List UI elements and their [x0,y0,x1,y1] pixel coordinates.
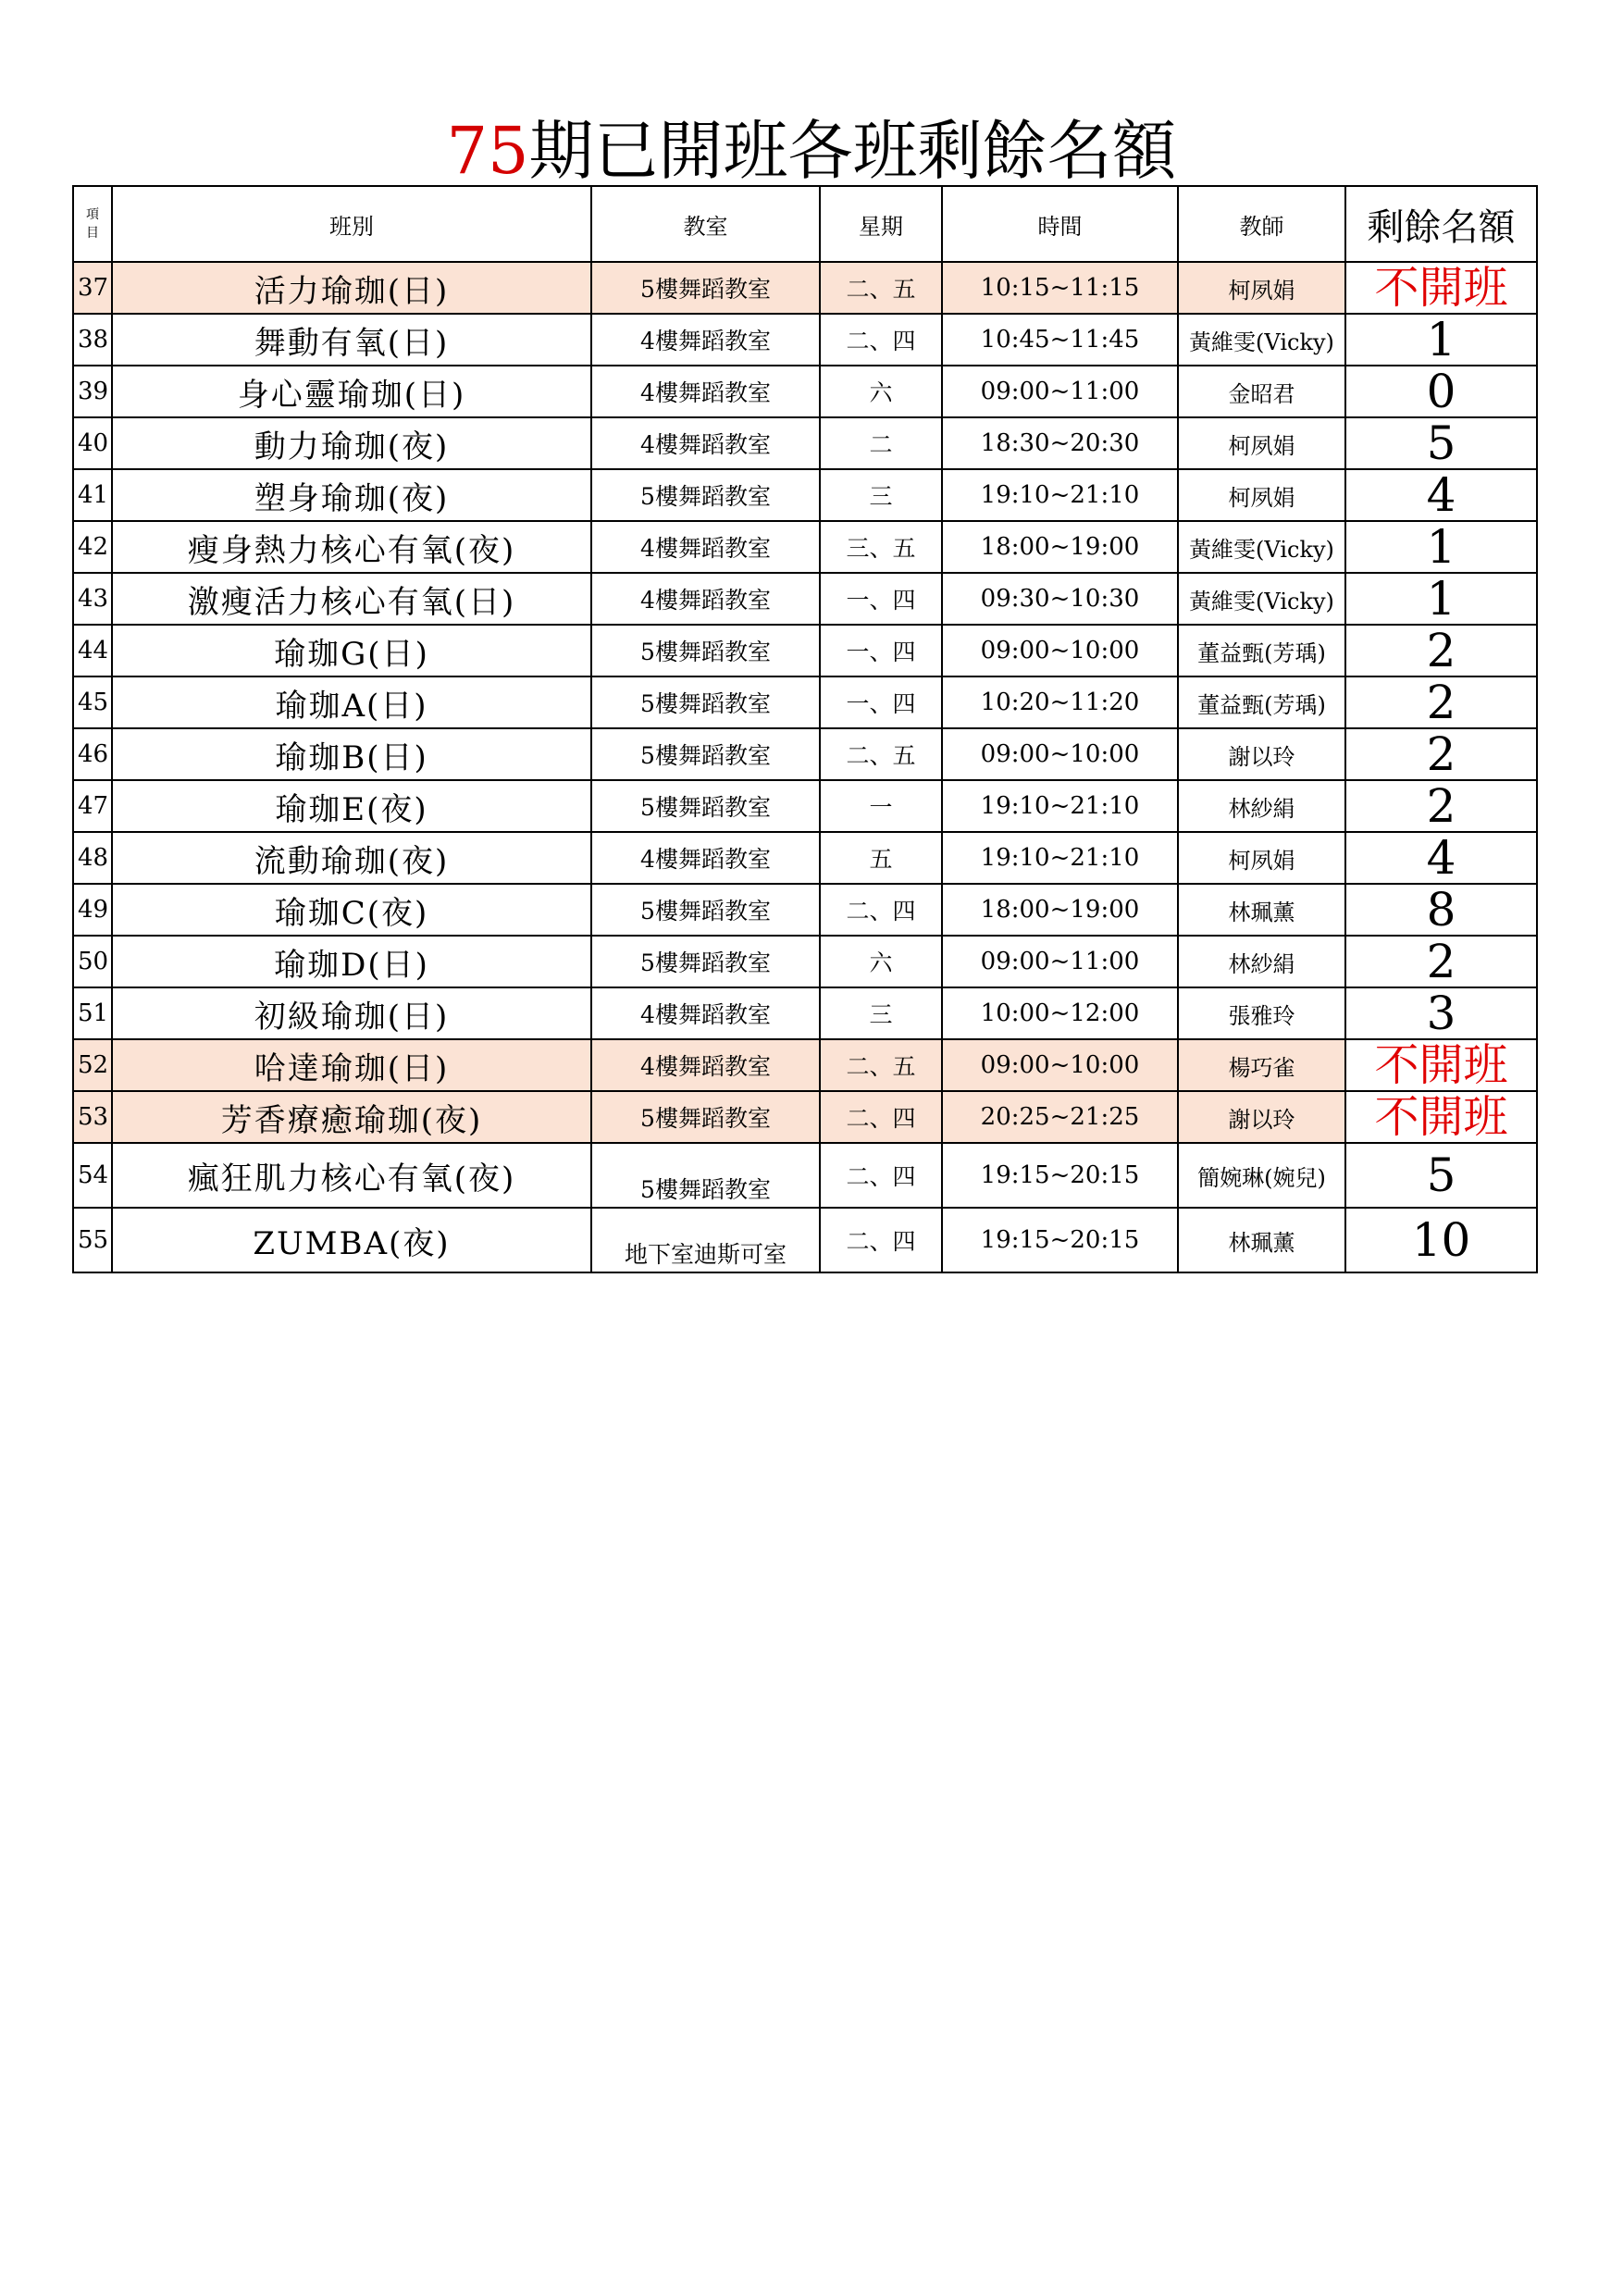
header-remaining: 剩餘名額 [1345,186,1537,262]
row-remaining: 3 [1345,987,1537,1039]
row-remaining: 0 [1345,366,1537,417]
row-day: 二、五 [820,262,942,314]
row-room: 5樓舞蹈教室 [591,262,820,314]
row-teacher: 黃維雯(Vicky) [1178,314,1345,366]
row-room: 4樓舞蹈教室 [591,521,820,573]
row-room: 5樓舞蹈教室 [591,1091,820,1143]
row-time: 10:15~11:15 [942,262,1178,314]
row-room: 5樓舞蹈教室 [591,1143,820,1208]
title-number: 75 [446,113,529,189]
row-time: 19:10~21:10 [942,832,1178,884]
page-title [0,109,1623,192]
row-index: 54 [73,1143,112,1208]
table-row [73,1143,1537,1208]
row-class-name: 瑜珈E(夜) [112,780,591,832]
title-text: 期已開班各班剩餘名額 [528,113,1177,189]
row-class-name: 舞動有氧(日) [112,314,591,366]
header-index: 項目 [73,186,112,262]
row-day: 三 [820,469,942,521]
row-remaining: 2 [1345,728,1537,780]
row-day: 二、五 [820,728,942,780]
row-class-name: 瑜珈G(日) [112,625,591,676]
row-index: 38 [73,314,112,366]
row-class-name: 瑜珈D(日) [112,936,591,987]
row-room: 5樓舞蹈教室 [591,625,820,676]
table-row [73,1039,1537,1091]
row-index: 45 [73,676,112,728]
table-row [73,1091,1537,1143]
row-teacher: 金昭君 [1178,366,1345,417]
row-time: 09:00~11:00 [942,936,1178,987]
row-day: 三 [820,987,942,1039]
row-index: 46 [73,728,112,780]
table-row [73,417,1537,469]
row-teacher: 柯夙娟 [1178,417,1345,469]
row-day: 六 [820,366,942,417]
row-day: 二、四 [820,314,942,366]
row-time: 18:00~19:00 [942,521,1178,573]
row-teacher: 董益甄(芳瑀) [1178,625,1345,676]
row-remaining: 2 [1345,936,1537,987]
row-class-name: 瑜珈B(日) [112,728,591,780]
row-class-name: 動力瑜珈(夜) [112,417,591,469]
row-index: 41 [73,469,112,521]
row-room: 5樓舞蹈教室 [591,780,820,832]
table-row [73,1208,1537,1272]
row-remaining: 1 [1345,314,1537,366]
row-room: 5樓舞蹈教室 [591,884,820,936]
row-class-name: 哈達瑜珈(日) [112,1039,591,1091]
row-class-name: 活力瑜珈(日) [112,262,591,314]
row-class-name: 瑜珈A(日) [112,676,591,728]
row-teacher: 林珮薰 [1178,884,1345,936]
row-day: 二 [820,417,942,469]
header-day: 星期 [820,186,942,262]
row-room: 5樓舞蹈教室 [591,728,820,780]
row-class-name: 芳香療癒瑜珈(夜) [112,1091,591,1143]
row-room: 4樓舞蹈教室 [591,417,820,469]
row-time: 09:00~11:00 [942,366,1178,417]
row-room: 4樓舞蹈教室 [591,314,820,366]
row-class-name: 塑身瑜珈(夜) [112,469,591,521]
table-row [73,728,1537,780]
row-teacher: 董益甄(芳瑀) [1178,676,1345,728]
row-index: 40 [73,417,112,469]
table-row [73,573,1537,625]
row-day: 二、五 [820,1039,942,1091]
row-index: 50 [73,936,112,987]
table-row [73,832,1537,884]
row-room: 5樓舞蹈教室 [591,676,820,728]
table-row [73,469,1537,521]
row-time: 09:30~10:30 [942,573,1178,625]
row-room: 4樓舞蹈教室 [591,573,820,625]
row-day: 一、四 [820,573,942,625]
table-row [73,262,1537,314]
row-remaining: 不開班 [1345,1039,1537,1091]
row-class-name: ZUMBA(夜) [112,1208,591,1272]
row-remaining: 8 [1345,884,1537,936]
row-time: 10:20~11:20 [942,676,1178,728]
row-remaining: 不開班 [1345,262,1537,314]
row-remaining: 1 [1345,573,1537,625]
header-class: 班別 [112,186,591,262]
table-row [73,676,1537,728]
row-remaining: 1 [1345,521,1537,573]
row-class-name: 流動瑜珈(夜) [112,832,591,884]
row-remaining: 10 [1345,1208,1537,1272]
table-row [73,521,1537,573]
row-teacher: 黃維雯(Vicky) [1178,521,1345,573]
row-remaining: 5 [1345,417,1537,469]
row-room: 5樓舞蹈教室 [591,936,820,987]
row-time: 20:25~21:25 [942,1091,1178,1143]
row-index: 48 [73,832,112,884]
row-teacher: 柯夙娟 [1178,832,1345,884]
header-room: 教室 [591,186,820,262]
row-teacher: 柯夙娟 [1178,262,1345,314]
row-index: 39 [73,366,112,417]
row-time: 10:45~11:45 [942,314,1178,366]
row-index: 51 [73,987,112,1039]
table-row [73,625,1537,676]
row-time: 19:15~20:15 [942,1208,1178,1272]
row-day: 一 [820,780,942,832]
header-row [73,186,1537,262]
row-teacher: 黃維雯(Vicky) [1178,573,1345,625]
row-room: 4樓舞蹈教室 [591,1039,820,1091]
row-teacher: 林紗絹 [1178,780,1345,832]
row-room: 4樓舞蹈教室 [591,366,820,417]
row-index: 44 [73,625,112,676]
row-time: 19:10~21:10 [942,780,1178,832]
row-day: 二、四 [820,1208,942,1272]
row-time: 19:15~20:15 [942,1143,1178,1208]
row-day: 一、四 [820,676,942,728]
row-class-name: 瑜珈C(夜) [112,884,591,936]
row-index: 52 [73,1039,112,1091]
table-row [73,314,1537,366]
row-time: 18:30~20:30 [942,417,1178,469]
row-remaining: 不開班 [1345,1091,1537,1143]
row-room: 4樓舞蹈教室 [591,832,820,884]
row-remaining: 4 [1345,832,1537,884]
row-teacher: 柯夙娟 [1178,469,1345,521]
row-room: 5樓舞蹈教室 [591,469,820,521]
table-row [73,987,1537,1039]
row-time: 09:00~10:00 [942,625,1178,676]
row-class-name: 身心靈瑜珈(日) [112,366,591,417]
row-index: 37 [73,262,112,314]
table-row [73,936,1537,987]
row-room: 地下室迪斯可室 [591,1208,820,1272]
row-teacher: 張雅玲 [1178,987,1345,1039]
class-table [72,185,1538,1273]
row-class-name: 初級瑜珈(日) [112,987,591,1039]
header-time: 時間 [942,186,1178,262]
row-room: 4樓舞蹈教室 [591,987,820,1039]
row-day: 二、四 [820,884,942,936]
row-index: 43 [73,573,112,625]
row-class-name: 激瘦活力核心有氧(日) [112,573,591,625]
row-day: 六 [820,936,942,987]
row-day: 二、四 [820,1143,942,1208]
row-teacher: 林珮薰 [1178,1208,1345,1272]
row-time: 09:00~10:00 [942,728,1178,780]
row-index: 53 [73,1091,112,1143]
table-row [73,780,1537,832]
row-teacher: 楊巧雀 [1178,1039,1345,1091]
row-day: 一、四 [820,625,942,676]
row-index: 47 [73,780,112,832]
row-teacher: 林紗絹 [1178,936,1345,987]
header-teacher: 教師 [1178,186,1345,262]
row-time: 18:00~19:00 [942,884,1178,936]
row-time: 10:00~12:00 [942,987,1178,1039]
row-remaining: 2 [1345,676,1537,728]
row-index: 42 [73,521,112,573]
row-teacher: 謝以玲 [1178,1091,1345,1143]
row-remaining: 2 [1345,625,1537,676]
row-teacher: 簡婉琳(婉兒) [1178,1143,1345,1208]
table-row [73,884,1537,936]
row-day: 二、四 [820,1091,942,1143]
row-index: 49 [73,884,112,936]
row-remaining: 5 [1345,1143,1537,1208]
row-day: 五 [820,832,942,884]
row-time: 09:00~10:00 [942,1039,1178,1091]
row-remaining: 4 [1345,469,1537,521]
row-day: 三、五 [820,521,942,573]
table-row [73,366,1537,417]
row-class-name: 瘋狂肌力核心有氧(夜) [112,1143,591,1208]
row-time: 19:10~21:10 [942,469,1178,521]
row-remaining: 2 [1345,780,1537,832]
row-class-name: 瘦身熱力核心有氧(夜) [112,521,591,573]
row-index: 55 [73,1208,112,1272]
row-teacher: 謝以玲 [1178,728,1345,780]
